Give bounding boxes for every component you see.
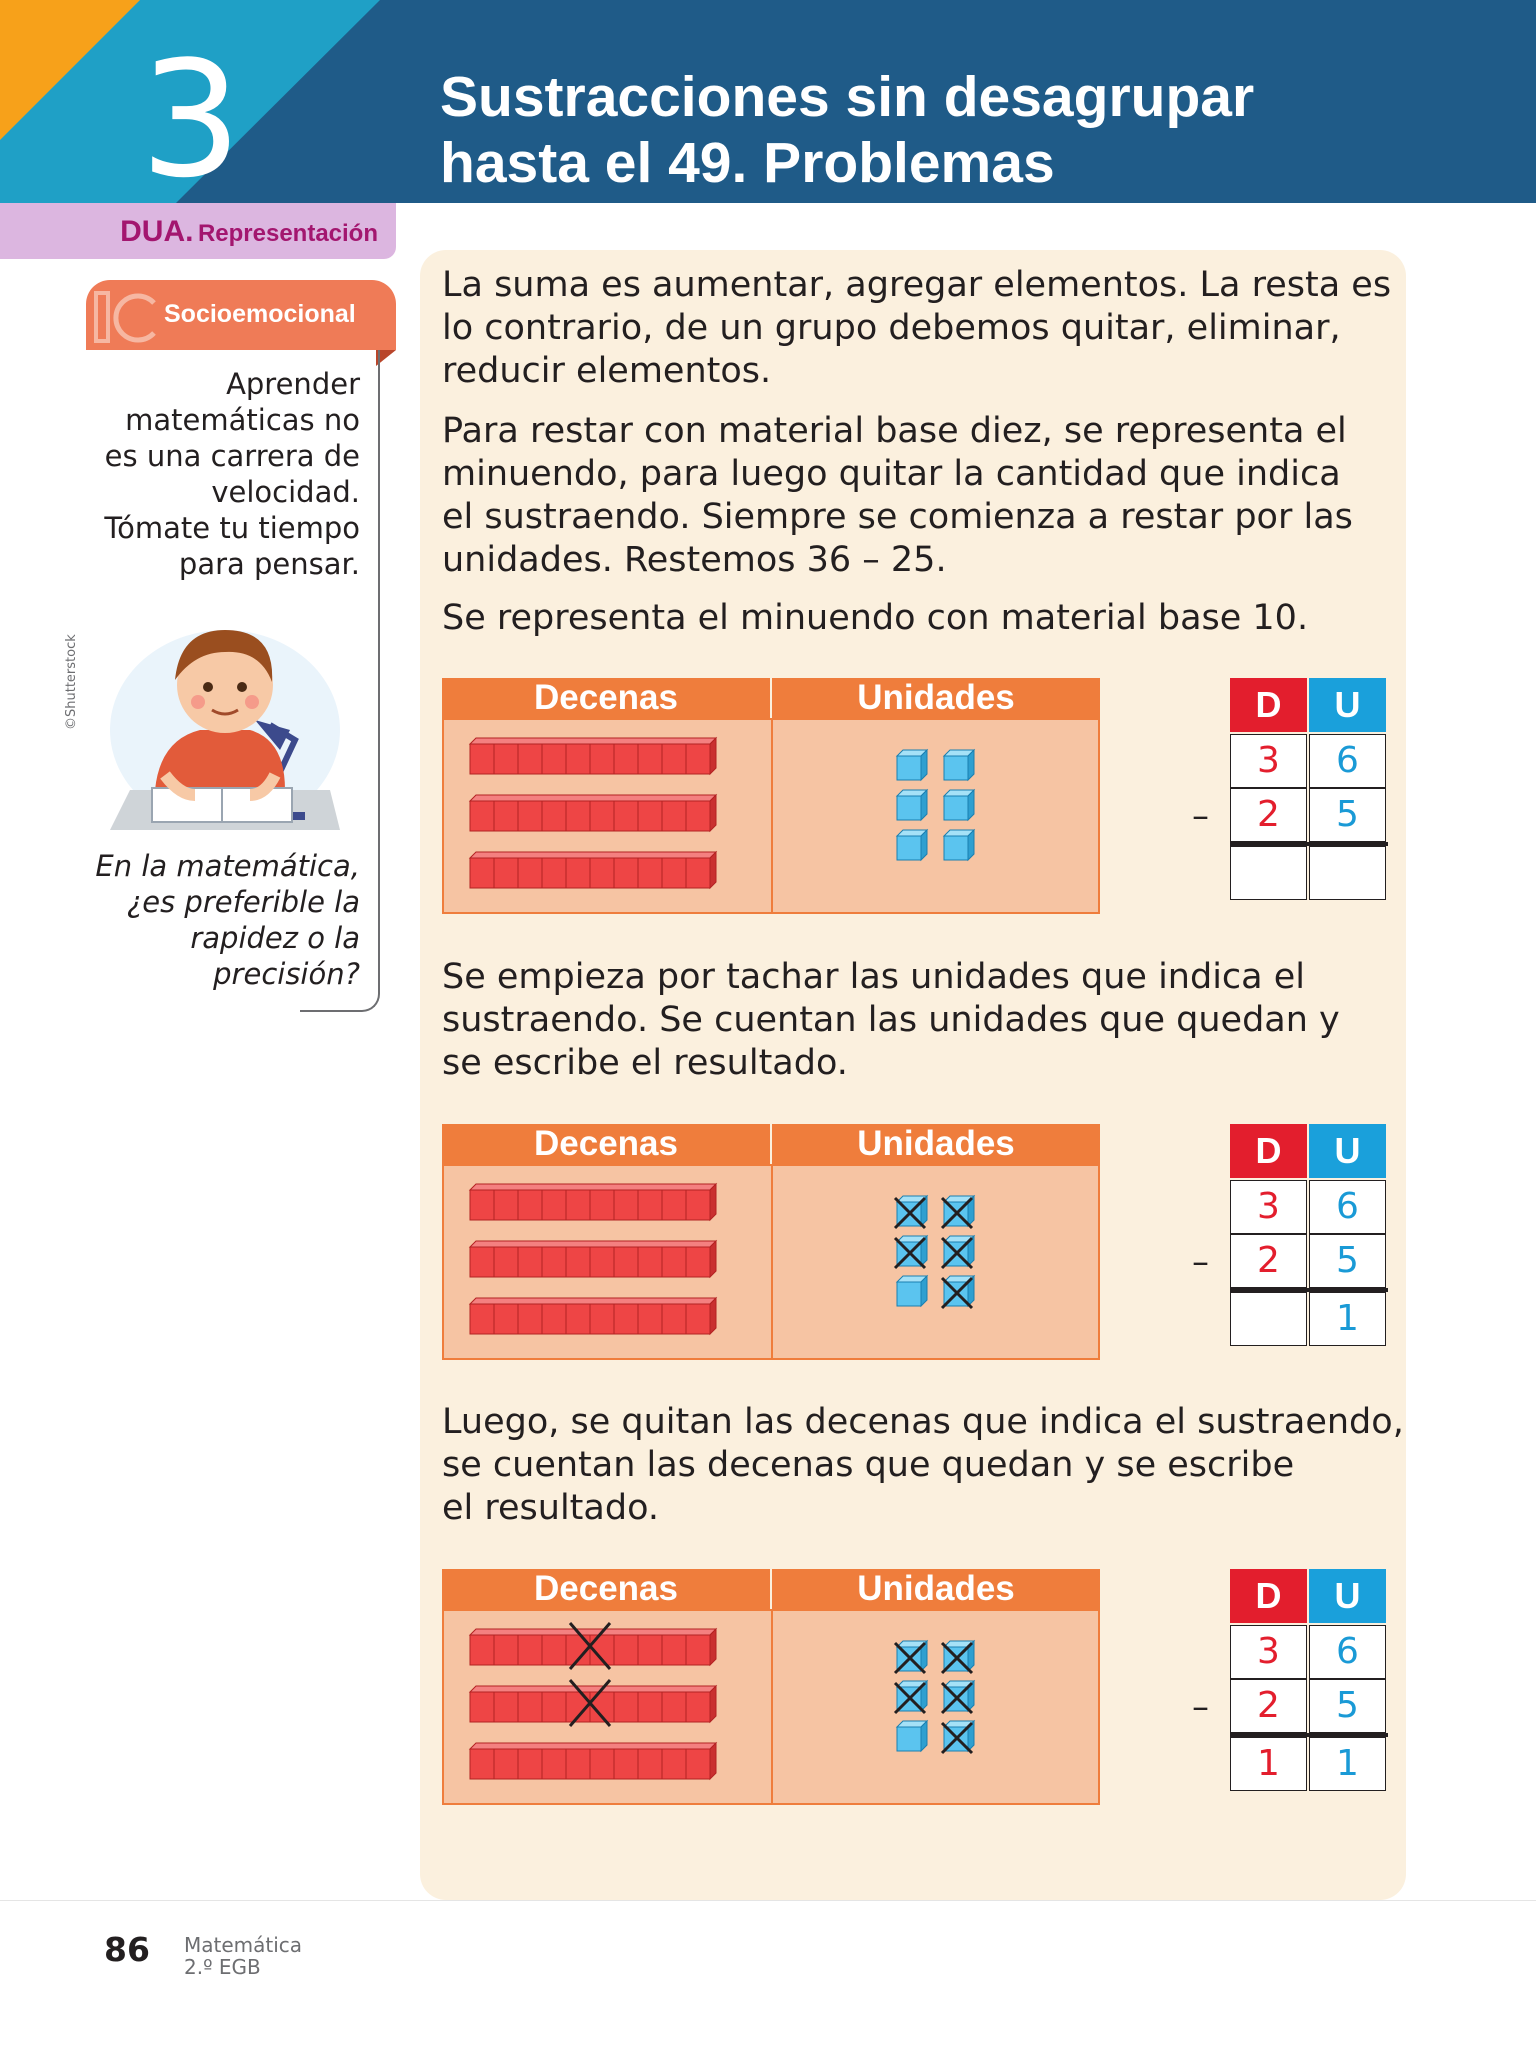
d-header: D: [1230, 1124, 1307, 1178]
u-header: U: [1309, 678, 1386, 732]
text-line: se cuentan las decenas que quedan y se escribe: [442, 1445, 1295, 1485]
minuend-units: 6: [1309, 1625, 1386, 1679]
unit-cubes: [773, 1611, 1098, 1803]
sidebar-line: es una carrera de: [104, 439, 360, 473]
base-ten-table-step1: [442, 678, 1100, 914]
dua-tag: [0, 203, 396, 259]
minus-sign: –: [1192, 1242, 1209, 1282]
unidades-header: Unidades: [772, 678, 1100, 718]
ten-rod: [470, 1184, 716, 1220]
subtrahend-units: 5: [1309, 1679, 1386, 1733]
text-line: La suma es aumentar, agregar elementos. La resta es: [442, 265, 1392, 305]
sidebar-line: Tómate tu tiempo: [104, 511, 360, 545]
ten-rod: [470, 1241, 716, 1277]
unit-cube: [897, 750, 927, 780]
d-header: D: [1230, 1569, 1307, 1623]
decenas-cell: [442, 1609, 773, 1805]
sidebar-text: [60, 366, 360, 582]
unidades-header: Unidades: [772, 1124, 1100, 1164]
ten-rod: [470, 738, 716, 774]
ten-rod: [470, 1623, 716, 1669]
minuend-units: 6: [1309, 734, 1386, 788]
unit-cube: [942, 1721, 974, 1753]
ten-rod: [470, 1298, 716, 1334]
result-tens: [1230, 1292, 1307, 1346]
question-line: rapidez o la: [190, 921, 360, 955]
text-line: el resultado.: [442, 1488, 659, 1528]
minus-sign: –: [1192, 796, 1209, 836]
title-line: Sustracciones sin desagrupar: [440, 65, 1255, 129]
result-tens: 1: [1230, 1737, 1307, 1791]
unit-cube: [942, 1681, 974, 1713]
unit-cubes: [773, 1166, 1098, 1358]
unidades-cell: [771, 718, 1100, 914]
ten-rod: [470, 1680, 716, 1726]
title-line: hasta el 49. Problemas: [440, 131, 1055, 195]
paragraph-4: [442, 956, 1402, 1085]
footer-divider: [0, 1900, 1536, 1901]
dua-category: Representación: [197, 220, 378, 247]
u-header: U: [1309, 1569, 1386, 1623]
unit-cube: [942, 1276, 974, 1308]
paragraph-5: [442, 1401, 1402, 1530]
sidebar-line: Aprender: [226, 367, 360, 401]
subject-name: Matemática: [184, 1933, 303, 1957]
unit-cube: [944, 790, 974, 820]
sidebar-question: [60, 848, 360, 992]
image-credit: ©Shutterstock: [64, 634, 79, 730]
ten-rod: [470, 1743, 716, 1779]
minuend-tens: 3: [1230, 1180, 1307, 1234]
unit-cube: [897, 830, 927, 860]
unidades-cell: [771, 1164, 1100, 1360]
unit-cube: [942, 1196, 974, 1228]
unit-cube: [895, 1681, 927, 1713]
unit-cube: [942, 1236, 974, 1268]
minuend-units: 6: [1309, 1180, 1386, 1234]
question-line: En la matemática,: [95, 849, 360, 883]
text-line: Se empieza por tachar las unidades que indica el: [442, 957, 1306, 997]
paragraph-1: [442, 264, 1402, 393]
text-line: se escribe el resultado.: [442, 1043, 848, 1083]
result-units: 1: [1309, 1737, 1386, 1791]
paragraph-3: [442, 597, 1402, 640]
minuend-tens: 3: [1230, 1625, 1307, 1679]
text-line: Se representa el minuendo con material base 10.: [442, 598, 1309, 638]
text-line: reducir elementos.: [442, 351, 772, 391]
unit-cube: [895, 1236, 927, 1268]
unit-cube: [942, 1641, 974, 1673]
tens-rods: [444, 1611, 771, 1803]
sidebar-line: para pensar.: [178, 547, 360, 581]
ten-rod: [470, 852, 716, 888]
text-line: lo contrario, de un grupo debemos quitar, eliminar,: [442, 308, 1341, 348]
question-line: ¿es preferible la: [126, 885, 360, 919]
decenas-header: Decenas: [442, 1569, 770, 1609]
text-line: Para restar con material base diez, se representa el: [442, 411, 1347, 451]
header-band: [0, 0, 1536, 203]
sidebar-line: matemáticas no: [125, 403, 360, 437]
unit-cube: [944, 830, 974, 860]
minus-sign: –: [1192, 1687, 1209, 1727]
dua-label: DUA.: [120, 215, 194, 248]
ic-logo-icon: [92, 287, 162, 347]
unit-cube: [897, 1721, 927, 1751]
subtrahend-units: 5: [1309, 788, 1386, 842]
question-line: precisión?: [213, 957, 360, 991]
unit-cube: [897, 1276, 927, 1306]
grade-label: 2.º EGB: [184, 1955, 261, 1979]
footer-subject: [184, 1934, 302, 1978]
text-line: minuendo, para luego quitar la cantidad que indica: [442, 454, 1341, 494]
subtrahend-units: 5: [1309, 1234, 1386, 1288]
d-header: D: [1230, 678, 1307, 732]
result-units: [1309, 846, 1386, 900]
paragraph-2: [442, 410, 1402, 582]
unit-cube: [895, 1641, 927, 1673]
boy-studying-illustration: [100, 590, 350, 836]
text-line: unidades. Restemos 36 – 25.: [442, 540, 947, 580]
decenas-header: Decenas: [442, 1124, 770, 1164]
unidades-cell: [771, 1609, 1100, 1805]
page-title: [440, 64, 1254, 196]
text-line: el sustraendo. Siempre se comienza a restar por las: [442, 497, 1353, 537]
decenas-header: Decenas: [442, 678, 770, 718]
text-line: sustraendo. Se cuentan las unidades que quedan y: [442, 1000, 1340, 1040]
ten-rod: [470, 795, 716, 831]
minuend-tens: 3: [1230, 734, 1307, 788]
unit-cube: [897, 790, 927, 820]
unidades-header: Unidades: [772, 1569, 1100, 1609]
subtrahend-tens: 2: [1230, 1234, 1307, 1288]
unit-cube: [895, 1196, 927, 1228]
unit-cubes: [773, 720, 1098, 912]
socioemocional-label: Socioemocional: [164, 300, 356, 328]
unit-cube: [944, 750, 974, 780]
decenas-cell: [442, 718, 773, 914]
u-header: U: [1309, 1124, 1386, 1178]
lesson-number: 3: [140, 26, 242, 203]
page-number: 86: [104, 1930, 150, 1969]
tens-rods: [444, 720, 771, 912]
result-units: 1: [1309, 1292, 1386, 1346]
decenas-cell: [442, 1164, 773, 1360]
sidebar-line: velocidad.: [211, 475, 360, 509]
subtrahend-tens: 2: [1230, 1679, 1307, 1733]
tens-rods: [444, 1166, 771, 1358]
result-tens: [1230, 846, 1307, 900]
base-ten-table-step2: [442, 1124, 1100, 1360]
base-ten-table-step3: [442, 1569, 1100, 1805]
text-line: Luego, se quitan las decenas que indica el sustraendo,: [442, 1402, 1404, 1442]
subtrahend-tens: 2: [1230, 788, 1307, 842]
